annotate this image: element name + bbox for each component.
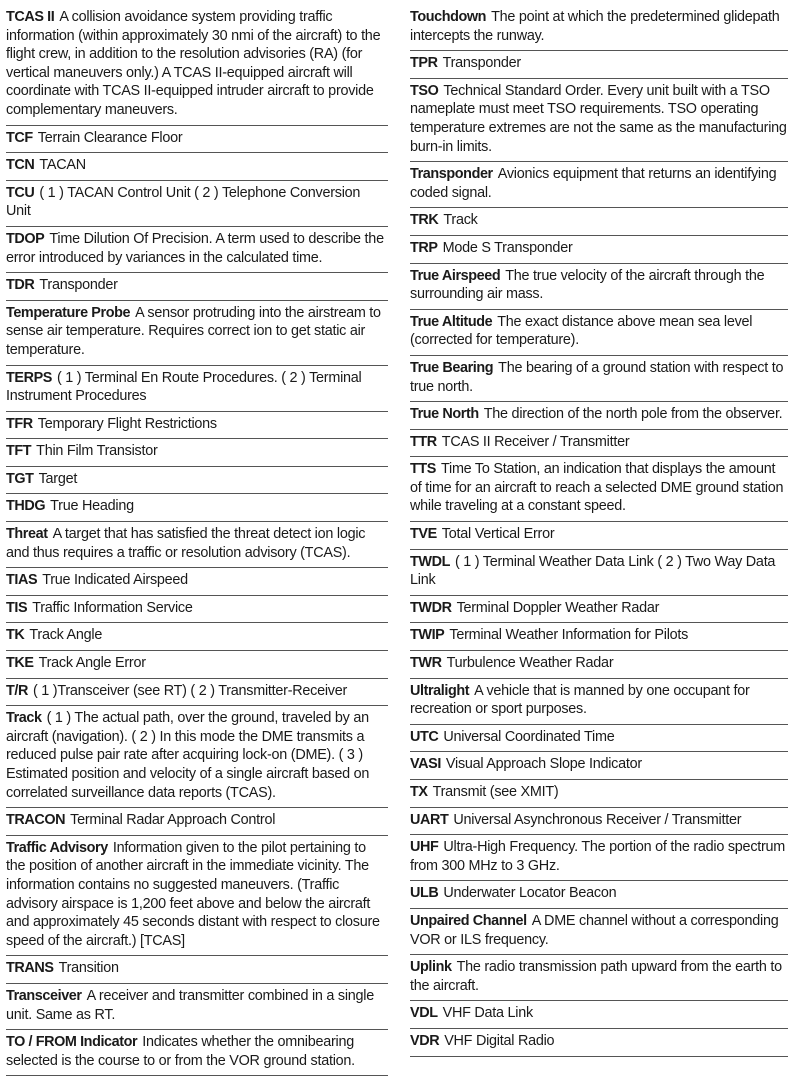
glossary-term: Uplink	[410, 959, 452, 976]
glossary-term: TWDL	[410, 553, 450, 570]
glossary-entry	[6, 987, 388, 1030]
glossary-definition: The direction of the north pole from the observer.	[483, 406, 783, 423]
glossary-term: TSO	[410, 82, 439, 99]
glossary-entry	[410, 682, 788, 725]
glossary-entry	[410, 313, 788, 356]
glossary-entry	[6, 8, 388, 126]
glossary-definition: TACAN	[39, 157, 86, 174]
glossary-definition: Information given to the pilot pertaining to the position of another aircraft in the immediate vicinity. The information contains no suggested maneuvers. (Traffic advisory airspace is 1,200 feet above and below the aircraft and approximately 45 seconds distant with respect to closure speed of the aircraft.) [TCAS]	[6, 839, 380, 949]
glossary-term: Transponder	[410, 166, 493, 183]
glossary-term: TVE	[410, 526, 437, 543]
glossary-entry	[410, 8, 788, 51]
glossary-definition: VHF Data Link	[442, 1005, 533, 1022]
glossary-term: TTS	[410, 461, 436, 478]
glossary-definition: ( 1 ) TACAN Control Unit ( 2 ) Telephone Conversion Unit	[6, 184, 361, 220]
glossary-entry	[410, 599, 788, 624]
glossary-entry	[6, 525, 388, 568]
glossary-entry	[410, 165, 788, 208]
glossary-term: TKE	[6, 655, 34, 672]
glossary-definition: True Heading	[50, 498, 134, 515]
glossary-term: TRANS	[6, 960, 54, 977]
glossary-definition: Terminal Weather Information for Pilots	[449, 627, 689, 644]
glossary-entry	[410, 811, 788, 836]
glossary-entry	[410, 553, 788, 596]
glossary-term: TWDR	[410, 599, 452, 616]
glossary-term: TWIP	[410, 627, 445, 644]
glossary-entry	[410, 755, 788, 780]
glossary-term: TX	[410, 784, 428, 800]
glossary-term: Ultralight	[410, 682, 470, 699]
glossary-definition: Ultra-High Frequency. The portion of the radio spectrum from 300 MHz to 3 GHz.	[410, 839, 786, 874]
glossary-entry	[6, 129, 388, 154]
glossary-definition: A target that has satisfied the threat detect ion logic and thus requires a traffic or resolution advisory (TCAS).	[6, 526, 366, 561]
glossary-definition: Transition	[58, 960, 119, 977]
glossary-term: True Bearing	[410, 359, 494, 376]
glossary-definition: Terrain Clearance Floor	[37, 129, 183, 146]
glossary-definition: Indicates whether the omnibearing selected is the course to or from the VOR ground station.	[6, 1034, 355, 1069]
glossary-entry	[410, 460, 788, 522]
glossary-term: T/R	[6, 682, 28, 699]
glossary-definition: The radio transmission path upward from the earth to the aircraft.	[410, 959, 782, 994]
glossary-definition: Terminal Radar Approach Control	[70, 812, 276, 829]
glossary-term: True Airspeed	[410, 267, 501, 284]
glossary-definition: A vehicle that is manned by one occupant for recreation or sport purposes.	[410, 682, 750, 718]
glossary-definition: Transponder	[442, 55, 521, 72]
glossary-definition: VHF Digital Radio	[444, 1032, 555, 1049]
glossary-term: TCU	[6, 184, 35, 201]
glossary-term: TDR	[6, 277, 35, 294]
glossary-definition: Universal Coordinated Time	[443, 728, 615, 745]
glossary-entry	[6, 304, 388, 366]
glossary-definition: A receiver and transmitter combined in a single unit. Same as RT.	[6, 987, 375, 1023]
glossary-entry	[410, 654, 788, 679]
glossary-entry	[6, 442, 388, 467]
glossary-entry	[6, 415, 388, 440]
glossary-entry	[410, 82, 788, 162]
glossary-entry	[6, 497, 388, 522]
glossary-definition: True Indicated Airspeed	[42, 572, 188, 589]
glossary-term: TDOP	[6, 230, 45, 247]
glossary-term: Transceiver	[6, 987, 82, 1004]
glossary-definition: Time To Station, an indication that displays the amount of time for an aircraft to reach a selected DME ground station while traveling at a constant speed.	[410, 461, 784, 515]
glossary-entry	[6, 369, 388, 412]
glossary-term: TPR	[410, 55, 438, 72]
glossary-term: TCAS II	[6, 9, 55, 25]
glossary-term: TRACON	[6, 812, 66, 829]
glossary-entry	[410, 912, 788, 955]
glossary-term: TCN	[6, 157, 35, 174]
glossary-entry	[410, 728, 788, 753]
glossary-term: TGT	[6, 470, 34, 487]
glossary-term: ULB	[410, 885, 439, 902]
glossary-entry	[410, 359, 788, 402]
glossary-entry	[6, 626, 388, 651]
glossary-entry	[410, 267, 788, 310]
glossary-term: TERPS	[6, 369, 52, 386]
glossary-entry	[6, 184, 388, 227]
glossary-entry	[410, 884, 788, 909]
glossary-left-column	[6, 8, 388, 1079]
glossary-definition: The exact distance above mean sea level (corrected for temperature).	[410, 313, 753, 349]
glossary-entry	[410, 783, 788, 808]
glossary-entry	[6, 839, 388, 957]
glossary-term: UTC	[410, 728, 439, 745]
glossary-term: TIS	[6, 599, 28, 616]
glossary-term: TO / FROM Indicator	[6, 1034, 138, 1051]
glossary-definition: ( 1 )Transceiver (see RT) ( 2 ) Transmitter-Receiver	[32, 682, 348, 699]
glossary-term: Track	[6, 710, 42, 727]
glossary-definition: Time Dilution Of Precision. A term used to describe the error introduced by variances in the calculated time.	[6, 230, 384, 266]
glossary-definition: Technical Standard Order. Every unit built with a TSO nameplate must meet TSO requirements. TSO operating temperature extremes are not the same as the manufacturing burn-in limits.	[410, 82, 787, 155]
glossary-definition: The true velocity of the aircraft through the surrounding air mass.	[410, 267, 765, 303]
glossary-entry	[410, 433, 788, 458]
glossary-definition: Turbulence Weather Radar	[446, 655, 614, 672]
glossary-term: Traffic Advisory	[6, 839, 108, 856]
glossary-definition: Avionics equipment that returns an identifying coded signal.	[410, 166, 777, 201]
glossary-definition: Track	[443, 212, 478, 229]
glossary-definition: Thin Film Transistor	[36, 443, 158, 460]
glossary-definition: Transponder	[39, 277, 118, 294]
glossary-term: VASI	[410, 756, 441, 773]
glossary-entry	[410, 54, 788, 79]
glossary-right-column	[410, 8, 788, 1060]
glossary-term: VDR	[410, 1032, 440, 1049]
glossary-term: TIAS	[6, 572, 38, 589]
glossary-definition: A sensor protruding into the airstream to sense air temperature. Requires correct ion to get static air temperature.	[6, 304, 381, 358]
glossary-term: TCF	[6, 129, 33, 146]
glossary-entry	[410, 958, 788, 1001]
glossary-term: UHF	[410, 839, 439, 856]
glossary-entry	[6, 682, 388, 707]
glossary-entry	[6, 811, 388, 836]
glossary-definition: The bearing of a ground station with respect to true north.	[410, 359, 784, 395]
glossary-entry	[6, 959, 388, 984]
glossary-definition: TCAS II Receiver / Transmitter	[441, 433, 630, 450]
glossary-definition: Terminal Doppler Weather Radar	[456, 599, 660, 616]
glossary-definition: Traffic Information Service	[32, 599, 193, 616]
glossary-entry	[6, 654, 388, 679]
glossary-definition: Total Vertical Error	[441, 526, 555, 543]
glossary-entry	[6, 599, 388, 624]
glossary-definition: Universal Asynchronous Receiver / Transmitter	[453, 811, 742, 828]
glossary-definition: The point at which the predetermined glidepath intercepts the runway.	[410, 9, 780, 44]
glossary-term: Threat	[6, 526, 48, 543]
glossary-term: True Altitude	[410, 313, 493, 330]
glossary-definition: Temporary Flight Restrictions	[37, 415, 217, 432]
glossary-term: THDG	[6, 498, 46, 515]
glossary-term: TFR	[6, 415, 33, 432]
glossary-definition: Track Angle Error	[38, 655, 146, 672]
glossary-definition: Track Angle	[29, 627, 103, 644]
glossary-term: TWR	[410, 655, 442, 672]
glossary-definition: ( 1 ) The actual path, over the ground, traveled by an aircraft (navigation). ( 2 ) In this mode the DME transmits a reduced pulse pair rate after acquiring lock-on (DME). ( 3 ) Estimated position and velocity of a single aircraft based on correlated surveillance data reports (TCAS).	[6, 710, 370, 801]
glossary-definition: A DME channel without a corresponding VOR or ILS frequency.	[410, 912, 779, 948]
glossary-definition: ( 1 ) Terminal En Route Procedures. ( 2 ) Terminal Instrument Procedures	[6, 369, 362, 405]
glossary-entry	[6, 156, 388, 181]
glossary-entry	[6, 709, 388, 808]
glossary-entry	[410, 239, 788, 264]
glossary-entry	[6, 470, 388, 495]
glossary-definition: Mode S Transponder	[442, 239, 573, 256]
glossary-term: TFT	[6, 443, 32, 460]
glossary-definition: ( 1 ) Terminal Weather Data Link ( 2 ) Two Way Data Link	[410, 553, 776, 589]
glossary-term: TK	[6, 627, 25, 644]
glossary-entry	[410, 405, 788, 430]
glossary-term: Touchdown	[410, 9, 487, 25]
glossary-entry	[6, 571, 388, 596]
glossary-entry	[6, 230, 388, 273]
glossary-definition: A collision avoidance system providing traffic information (within approximately 30 nmi of the aircraft) to the flight crew, in addition to the resolution advisories (RA) (for vertical maneuvers only.) A TCAS II-equipped aircraft will coordinate with TCAS II-equipped intruder aircraft to provide complementary maneuvers.	[6, 9, 381, 118]
glossary-term: TRP	[410, 239, 438, 256]
glossary-term: UART	[410, 811, 449, 828]
glossary-definition: Transmit (see XMIT)	[432, 784, 559, 800]
glossary-term: TTR	[410, 433, 437, 450]
glossary-entry	[410, 525, 788, 550]
glossary-entry	[410, 211, 788, 236]
glossary-term: True North	[410, 406, 479, 423]
glossary-entry	[410, 626, 788, 651]
glossary-entry	[410, 838, 788, 881]
glossary-entry	[410, 1032, 788, 1057]
glossary-term: Temperature Probe	[6, 304, 131, 321]
glossary-term: Unpaired Channel	[410, 912, 527, 929]
glossary-entry	[6, 1033, 388, 1076]
glossary-definition: Underwater Locator Beacon	[443, 885, 617, 902]
glossary-term: TRK	[410, 212, 439, 229]
glossary-definition: Visual Approach Slope Indicator	[445, 756, 642, 773]
glossary-definition: Target	[38, 470, 78, 487]
glossary-term: VDL	[410, 1005, 438, 1022]
glossary-entry	[410, 1004, 788, 1029]
glossary-entry	[6, 276, 388, 301]
